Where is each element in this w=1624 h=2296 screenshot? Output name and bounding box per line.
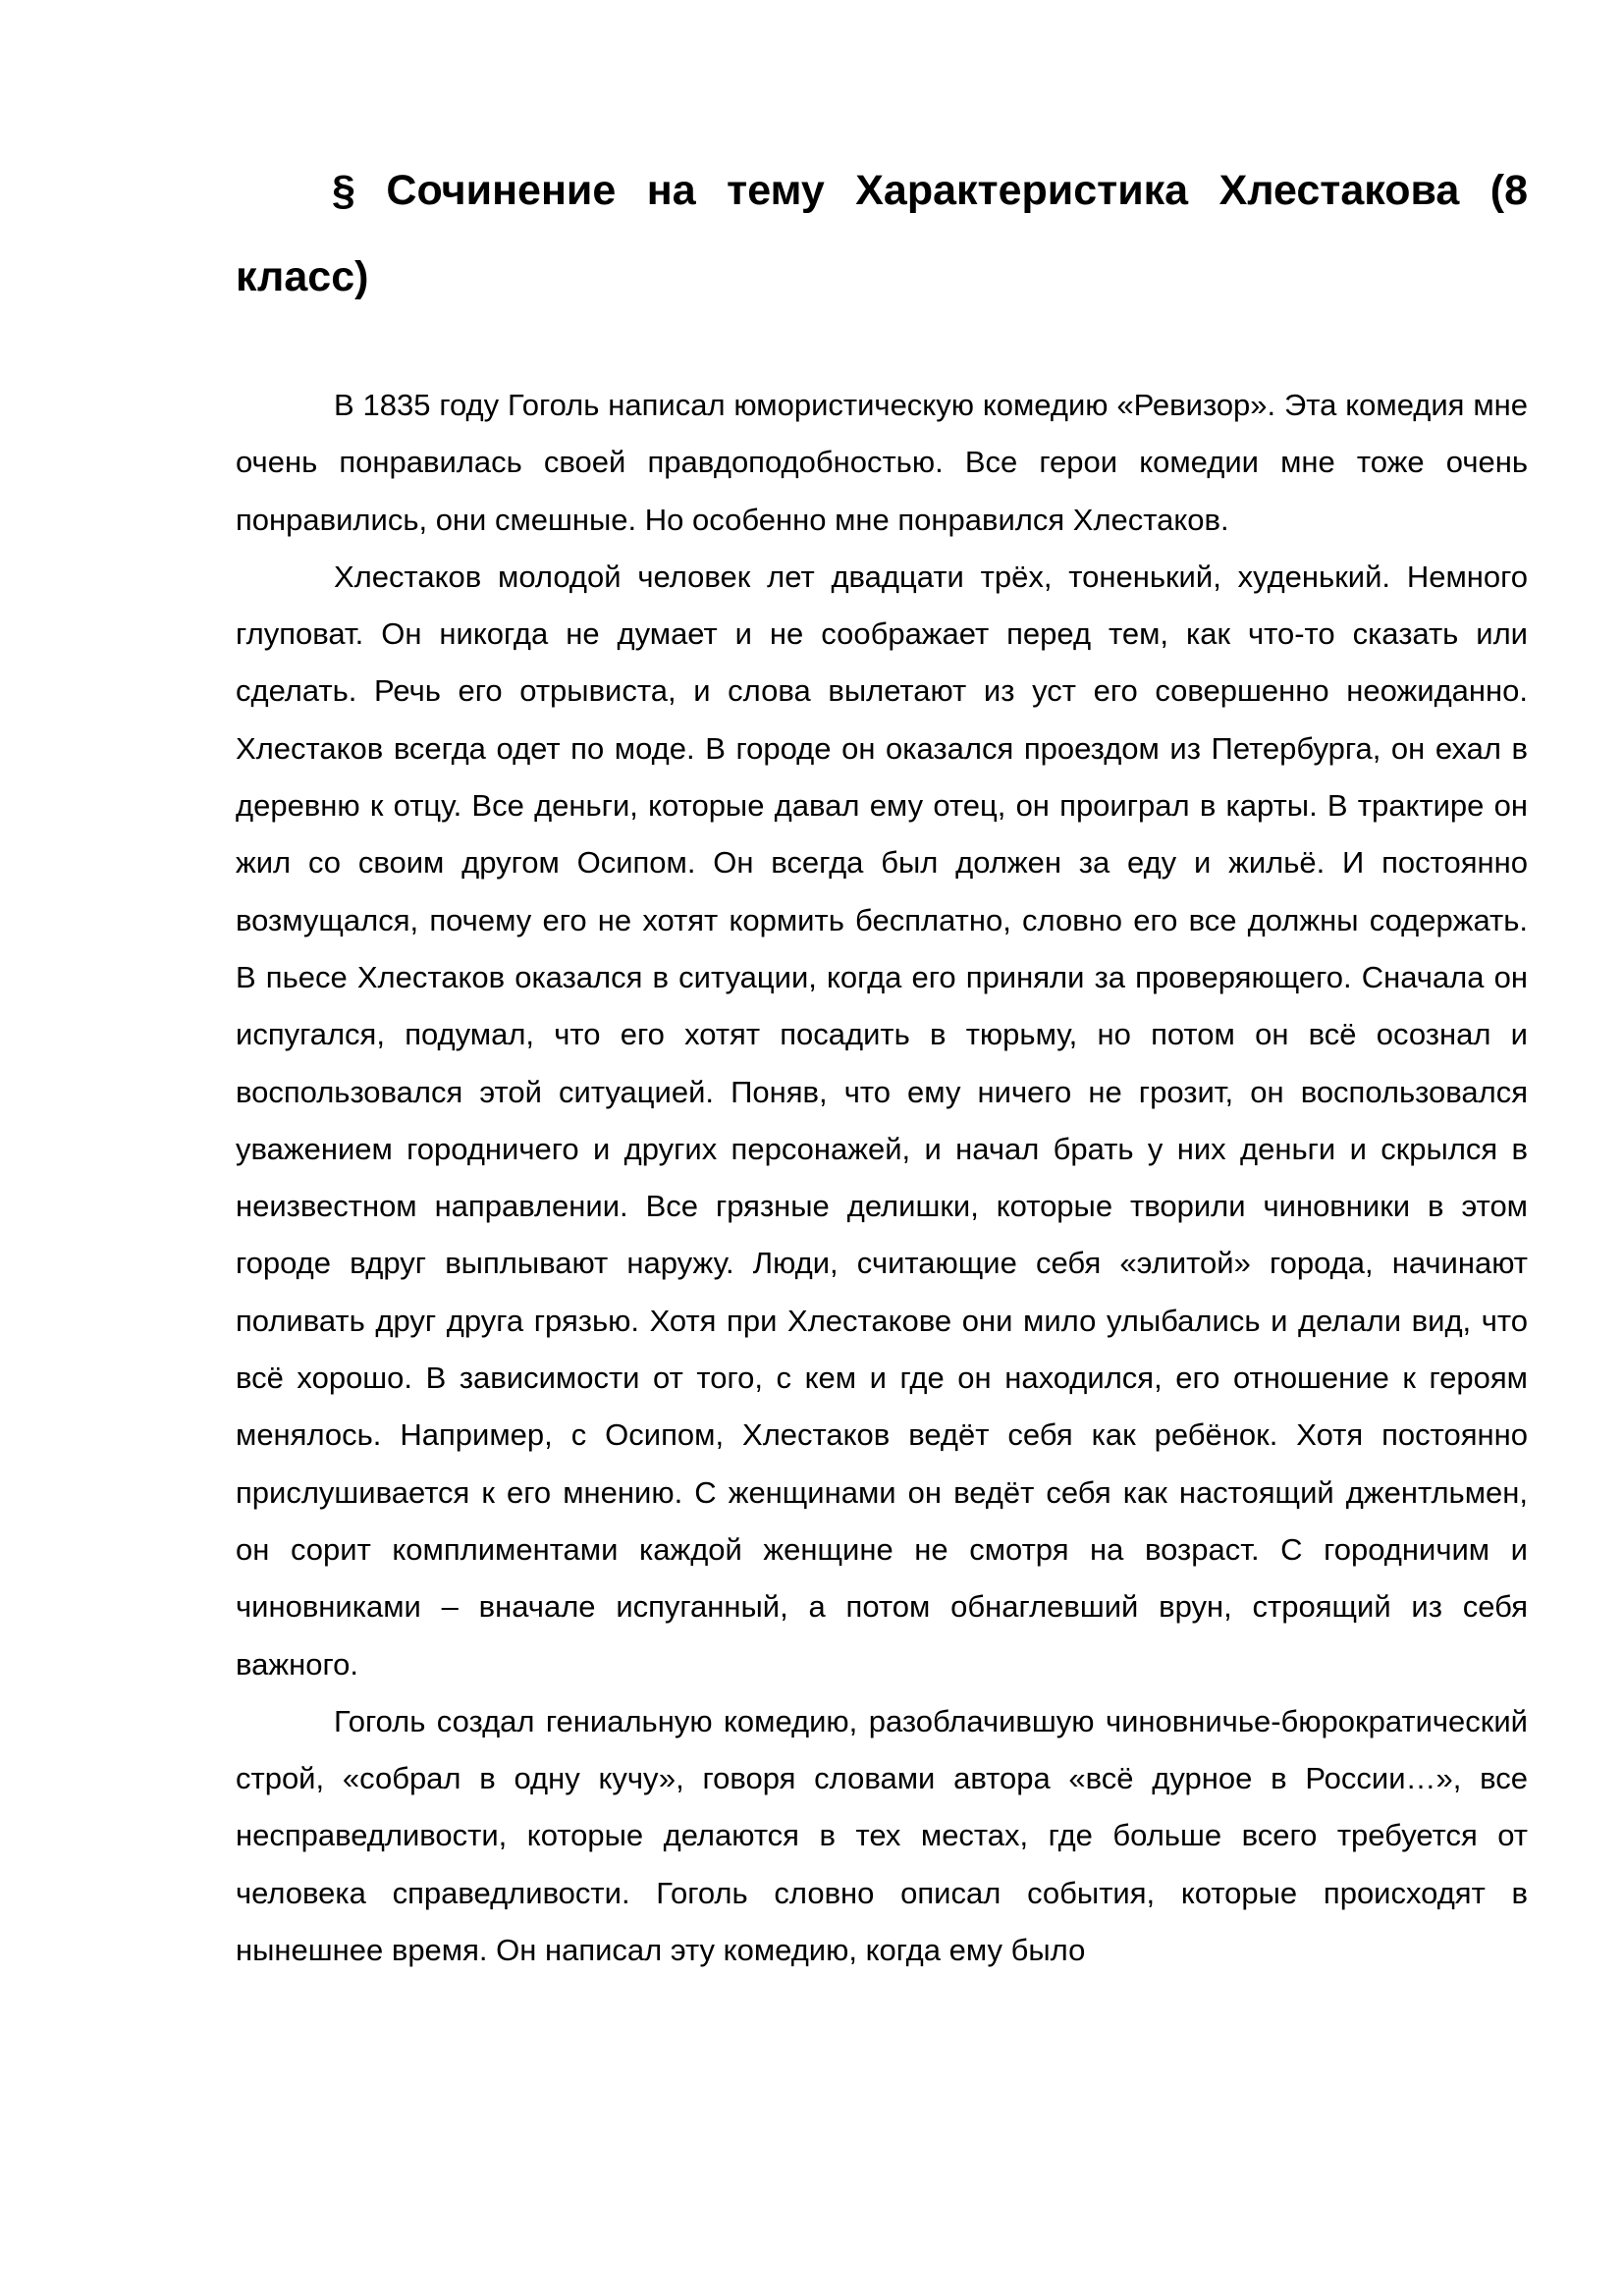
paragraph-conclusion: Гоголь создал гениальную комедию, разоблачившую чиновничье-бюрократический строй, «собрал в одну кучу», говоря словами автора «всё дурное в России…», все несправедливости, которые делаются в тех местах, где больше всего требуется от человека справедливости. Гоголь словно описал события, которые происходят в нынешнее время. Он написал эту комедию, когда ему было: [236, 1703, 1528, 1968]
document-page: [236, 147, 1528, 1979]
document-title: § Сочинение на тему Характеристика Хлестакова (8 класс): [236, 167, 1528, 300]
paragraph-intro: В 1835 году Гоголь написал юмористическую комедию «Ревизор». Эта комедия мне очень понравилась своей правдоподобностью. Все герои комедии мне тоже очень понравились, они смешные. Но особенно мне понравился Хлестаков.: [236, 388, 1528, 537]
paragraph-character: Хлестаков молодой человек лет двадцати трёх, тоненький, худенький. Немного глуповат. Он никогда не думает и не соображает перед тем, как что-то сказать или сделать. Речь его отрывиста, и слова вылетают из уст его совершенно неожиданно. Хлестаков всегда одет по моде. В городе он оказался проездом из Петербурга, он ехал в деревню к отцу. Все деньги, которые давал ему отец, он проиграл в карты. В трактире он жил со своим другом Осипом. Он всегда был должен за еду и жильё. И постоянно возмущался, почему его не хотят кормить бесплатно, словно его все должны содержать. В пьесе Хлестаков оказался в ситуации, когда его приняли за проверяющего. Сначала он испугался, подумал, что его хотят посадить в тюрьму, но потом он всё осознал и воспользовался этой ситуацией. Поняв, что ему ничего не грозит, он воспользовался уважением городничего и других персонажей, и начал брать у них деньги и скрылся в неизвестном направлении. Все грязные делишки, которые творили чиновники в этом городе вдруг выплывают наружу. Люди, считающие себя «элитой» города, начинают поливать друг друга грязью. Хотя при Хлестакове они мило улыбались и делали вид, что всё хорошо. В зависимости от того, с кем и где он находился, его отношение к героям менялось. Например, с Осипом, Хлестаков ведёт себя как ребёнок. Хотя постоянно прислушивается к его мнению. С женщинами он ведёт себя как настоящий джентльмен, он сорит комплиментами каждой женщине не смотря на возраст. С городничим и чиновниками – вначале испуганный, а потом обнаглевший врун, строящий из себя важного.: [236, 559, 1528, 1682]
